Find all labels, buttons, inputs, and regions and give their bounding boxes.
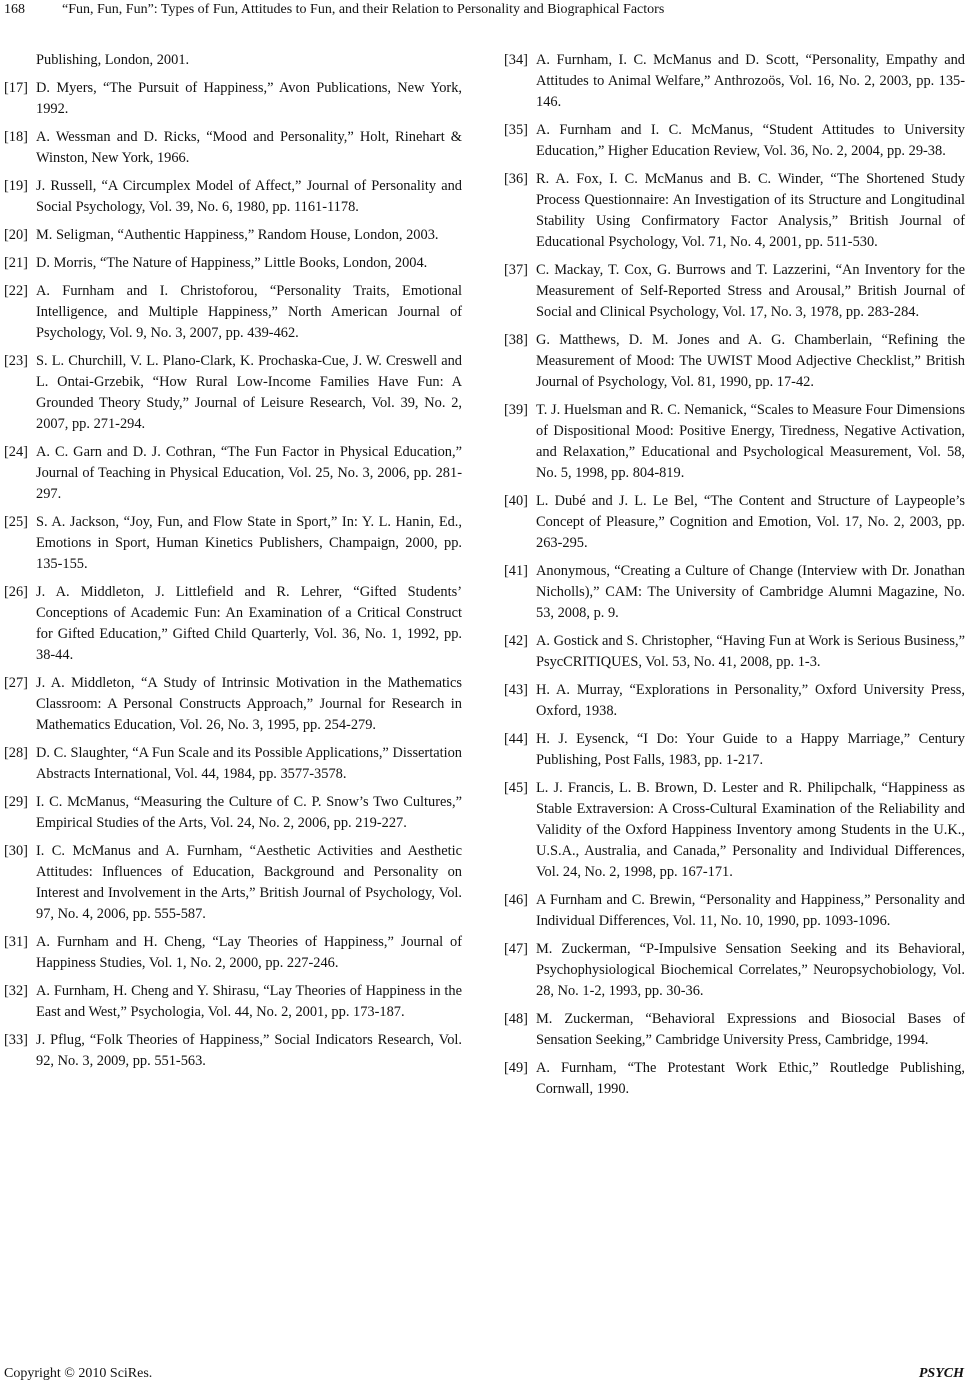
reference-item	[4, 127, 462, 169]
reference-number: [38]	[504, 332, 528, 348]
reference-text: M. Zuckerman, “P-Impulsive Sensation Seeking and its Behavioral, Psychophysiological Biochemical Correlates,” Neuropsychobiology, Vol. 28, No. 1-2, 1993, pp. 30-36.	[536, 941, 965, 999]
reference-item	[504, 169, 965, 253]
reference-number: [28]	[4, 745, 28, 761]
reference-item	[4, 792, 462, 834]
reference-text: L. Dubé and J. L. Le Bel, “The Content and Structure of Laypeople’s Concept of Pleasure,” Cognition and Emotion, Vol. 17, No. 2, 2003, pp. 263-295.	[536, 493, 965, 551]
reference-item	[4, 176, 462, 218]
page-header	[0, 0, 968, 24]
reference-number: [29]	[4, 794, 28, 810]
reference-number: [48]	[504, 1011, 528, 1027]
journal-name: PSYCH	[918, 1366, 964, 1381]
reference-text: A. Gostick and S. Christopher, “Having Fun at Work is Serious Business,” PsycCRITIQUES, Vol. 53, No. 41, 2008, pp. 1-3.	[536, 633, 965, 670]
reference-item	[504, 50, 965, 113]
reference-item	[4, 225, 462, 246]
reference-number: [30]	[4, 843, 28, 859]
reference-item	[4, 673, 462, 736]
reference-text: Anonymous, “Creating a Culture of Change (Interview with Dr. Jonathan Nicholls),” CAM: The University of Cambridge Alumni Magazine, No. 53, 2008, p. 9.	[536, 563, 965, 621]
reference-item	[504, 1058, 965, 1100]
reference-text: A. Furnham, H. Cheng and Y. Shirasu, “Lay Theories of Happiness in the East and West,” Psychologia, Vol. 44, No. 2, 2001, pp. 173-187.	[36, 983, 462, 1020]
reference-text: D. C. Slaughter, “A Fun Scale and its Possible Applications,” Dissertation Abstracts International, Vol. 44, 1984, pp. 3577-3578.	[36, 745, 462, 782]
reference-number: [27]	[4, 675, 28, 691]
reference-text: A. Wessman and D. Ricks, “Mood and Personality,” Holt, Rinehart & Winston, New York, 1966.	[36, 129, 462, 166]
reference-text: S. A. Jackson, “Joy, Fun, and Flow State in Sport,” In: Y. L. Hanin, Ed., Emotions in Sport, Human Kinetics Publishers, Champaign, 2000, pp. 135-155.	[36, 514, 462, 572]
reference-item	[504, 729, 965, 771]
reference-number: [31]	[4, 934, 28, 950]
reference-number: [18]	[4, 129, 28, 145]
reference-text: J. Russell, “A Circumplex Model of Affect,” Journal of Personality and Social Psychology, Vol. 39, No. 6, 1980, pp. 1161-1178.	[36, 178, 462, 215]
reference-number: [20]	[4, 227, 28, 243]
reference-text: S. L. Churchill, V. L. Plano-Clark, K. Prochaska-Cue, J. W. Creswell and L. Ontai-Grzebik, “How Rural Low-Income Families Have Fun: A Grounded Theory Study,” Journal of Leisure Research, Vol. 39, No. 2, 2007, pp. 271-294.	[36, 353, 462, 432]
reference-number: [17]	[4, 80, 28, 96]
reference-item	[4, 50, 462, 71]
reference-text: Publishing, London, 2001.	[36, 52, 190, 68]
reference-number: [43]	[504, 682, 528, 698]
reference-number: [46]	[504, 892, 528, 908]
reference-number: [24]	[4, 444, 28, 460]
copyright-notice: Copyright © 2010 SciRes.	[4, 1366, 153, 1381]
reference-text: D. Morris, “The Nature of Happiness,” Little Books, London, 2004.	[36, 255, 428, 271]
reference-text: T. J. Huelsman and R. C. Nemanick, “Scales to Measure Four Dimensions of Dispositional Mood: Positive Energy, Tiredness, Negative Activation, and Relaxation,” Educational and Psychological Measurement, Vol. 58, No. 5, 1998, pp. 804-819.	[536, 402, 965, 481]
reference-item	[4, 582, 462, 666]
reference-item	[4, 512, 462, 575]
reference-text: G. Matthews, D. M. Jones and A. G. Chamberlain, “Refining the Measurement of Mood: The UWIST Mood Adjective Checklist,” British Journal of Psychology, Vol. 81, 1990, pp. 17-42.	[536, 332, 965, 390]
reference-number: [41]	[504, 563, 528, 579]
reference-text: A. Furnham and I. Christoforou, “Personality Traits, Emotional Intelligence, and Multiple Happiness,” North American Journal of Psychology, Vol. 9, No. 3, 2007, pp. 439-462.	[36, 283, 462, 341]
reference-number: [34]	[504, 52, 528, 68]
reference-text: M. Zuckerman, “Behavioral Expressions and Biosocial Bases of Sensation Seeking,” Cambridge University Press, Cambridge, 1994.	[536, 1011, 965, 1048]
reference-item	[504, 491, 965, 554]
reference-item	[504, 400, 965, 484]
reference-number: [44]	[504, 731, 528, 747]
reference-item	[504, 778, 965, 883]
reference-text: H. A. Murray, “Explorations in Personality,” Oxford University Press, Oxford, 1938.	[536, 682, 965, 719]
reference-number: [22]	[4, 283, 28, 299]
reference-item	[4, 281, 462, 344]
reference-item	[504, 1009, 965, 1051]
reference-number: [33]	[4, 1032, 28, 1048]
reference-item	[4, 743, 462, 785]
reference-number: [23]	[4, 353, 28, 369]
reference-text: A. Furnham, I. C. McManus and D. Scott, “Personality, Empathy and Attitudes to Animal Welfare,” Anthrozoös, Vol. 16, No. 2, 2003, pp. 135-146.	[536, 52, 965, 110]
references-right-column	[504, 50, 965, 1107]
reference-number: [37]	[504, 262, 528, 278]
reference-number: [26]	[4, 584, 28, 600]
reference-number: [39]	[504, 402, 528, 418]
running-title: “Fun, Fun, Fun”: Types of Fun, Attitudes to Fun, and their Relation to Personality and Biographical Factors	[62, 2, 665, 17]
reference-number: [32]	[4, 983, 28, 999]
reference-text: C. Mackay, T. Cox, G. Burrows and T. Lazzerini, “An Inventory for the Measurement of Self-Reported Stress and Arousal,” British Journal of Social and Clinical Psychology, Vol. 17, No. 3, 1978, pp. 283-284.	[536, 262, 965, 320]
reference-item	[504, 330, 965, 393]
reference-item	[4, 78, 462, 120]
reference-text: A. Furnham and I. C. McManus, “Student Attitudes to University Education,” Higher Education Review, Vol. 36, No. 2, 2004, pp. 29-38.	[536, 122, 965, 159]
reference-number: [45]	[504, 780, 528, 796]
reference-item	[504, 890, 965, 932]
reference-item	[4, 932, 462, 974]
reference-text: A Furnham and C. Brewin, “Personality and Happiness,” Personality and Individual Differences, Vol. 11, No. 10, 1990, pp. 1093-1096.	[536, 892, 965, 929]
reference-item	[504, 260, 965, 323]
reference-item	[4, 841, 462, 925]
reference-text: L. J. Francis, L. B. Brown, D. Lester and R. Philipchalk, “Happiness as Stable Extraversion: A Cross-Cultural Examination of the Reliability and Validity of the Oxford Happiness Inventory among Students in the U.K., U.S.A., Australia, and Canada,” Personality and Individual Differences, Vol. 24, No. 2, 1998, pp. 167-171.	[536, 780, 965, 880]
reference-text: M. Seligman, “Authentic Happiness,” Random House, London, 2003.	[36, 227, 439, 243]
reference-text: A. Furnham, “The Protestant Work Ethic,” Routledge Publishing, Cornwall, 1990.	[536, 1060, 965, 1097]
reference-item	[504, 120, 965, 162]
reference-number: [25]	[4, 514, 28, 530]
reference-number: [35]	[504, 122, 528, 138]
reference-text: H. J. Eysenck, “I Do: Your Guide to a Happy Marriage,” Century Publishing, Post Falls, 1983, pp. 1-217.	[536, 731, 965, 768]
references-left-column	[4, 50, 462, 1079]
reference-text: J. A. Middleton, “A Study of Intrinsic Motivation in the Mathematics Classroom: A Personal Constructs Approach,” Journal for Research in Mathematics Education, Vol. 26, No. 3, 1995, pp. 254-279.	[36, 675, 462, 733]
reference-number: [36]	[504, 171, 528, 187]
reference-item	[504, 939, 965, 1002]
reference-number: [49]	[504, 1060, 528, 1076]
reference-item	[4, 442, 462, 505]
reference-text: I. C. McManus, “Measuring the Culture of C. P. Snow’s Two Cultures,” Empirical Studies of the Arts, Vol. 24, No. 2, 2006, pp. 219-227.	[36, 794, 462, 831]
reference-text: J. Pflug, “Folk Theories of Happiness,” Social Indicators Research, Vol. 92, No. 3, 2009, pp. 551-563.	[36, 1032, 462, 1069]
reference-text: A. C. Garn and D. J. Cothran, “The Fun Factor in Physical Education,” Journal of Teaching in Physical Education, Vol. 25, No. 3, 2006, pp. 281-297.	[36, 444, 462, 502]
reference-text: J. A. Middleton, J. Littlefield and R. Lehrer, “Gifted Students’ Conceptions of Academic Fun: An Examination of a Critical Construct for Gifted Education,” Gifted Child Quarterly, Vol. 36, No. 1, 1992, pp. 38-44.	[36, 584, 462, 663]
reference-number: [19]	[4, 178, 28, 194]
page-number: 168	[4, 2, 25, 17]
reference-item	[4, 253, 462, 274]
reference-text: A. Furnham and H. Cheng, “Lay Theories of Happiness,” Journal of Happiness Studies, Vol. 1, No. 2, 2000, pp. 227-246.	[36, 934, 462, 971]
reference-number: [40]	[504, 493, 528, 509]
reference-number: [42]	[504, 633, 528, 649]
reference-text: D. Myers, “The Pursuit of Happiness,” Avon Publications, New York, 1992.	[36, 80, 462, 117]
reference-item	[4, 981, 462, 1023]
reference-item	[504, 631, 965, 673]
reference-item	[504, 680, 965, 722]
reference-number: [21]	[4, 255, 28, 271]
reference-item	[504, 561, 965, 624]
reference-text: I. C. McManus and A. Furnham, “Aesthetic Activities and Aesthetic Attitudes: Influences of Education, Background and Personality on Interest and Involvement in the Arts,” British Journal of Psychology, Vol. 97, No. 4, 2006, pp. 555-587.	[36, 843, 462, 922]
reference-text: R. A. Fox, I. C. McManus and B. C. Winder, “The Shortened Study Process Questionnaire: An Investigation of its Structure and Longitudinal Stability Using Confirmatory Factor Analysis,” British Journal of Educational Psychology, Vol. 71, No. 4, 2001, pp. 511-530.	[536, 171, 965, 250]
reference-item	[4, 1030, 462, 1072]
reference-item	[4, 351, 462, 435]
reference-number: [47]	[504, 941, 528, 957]
